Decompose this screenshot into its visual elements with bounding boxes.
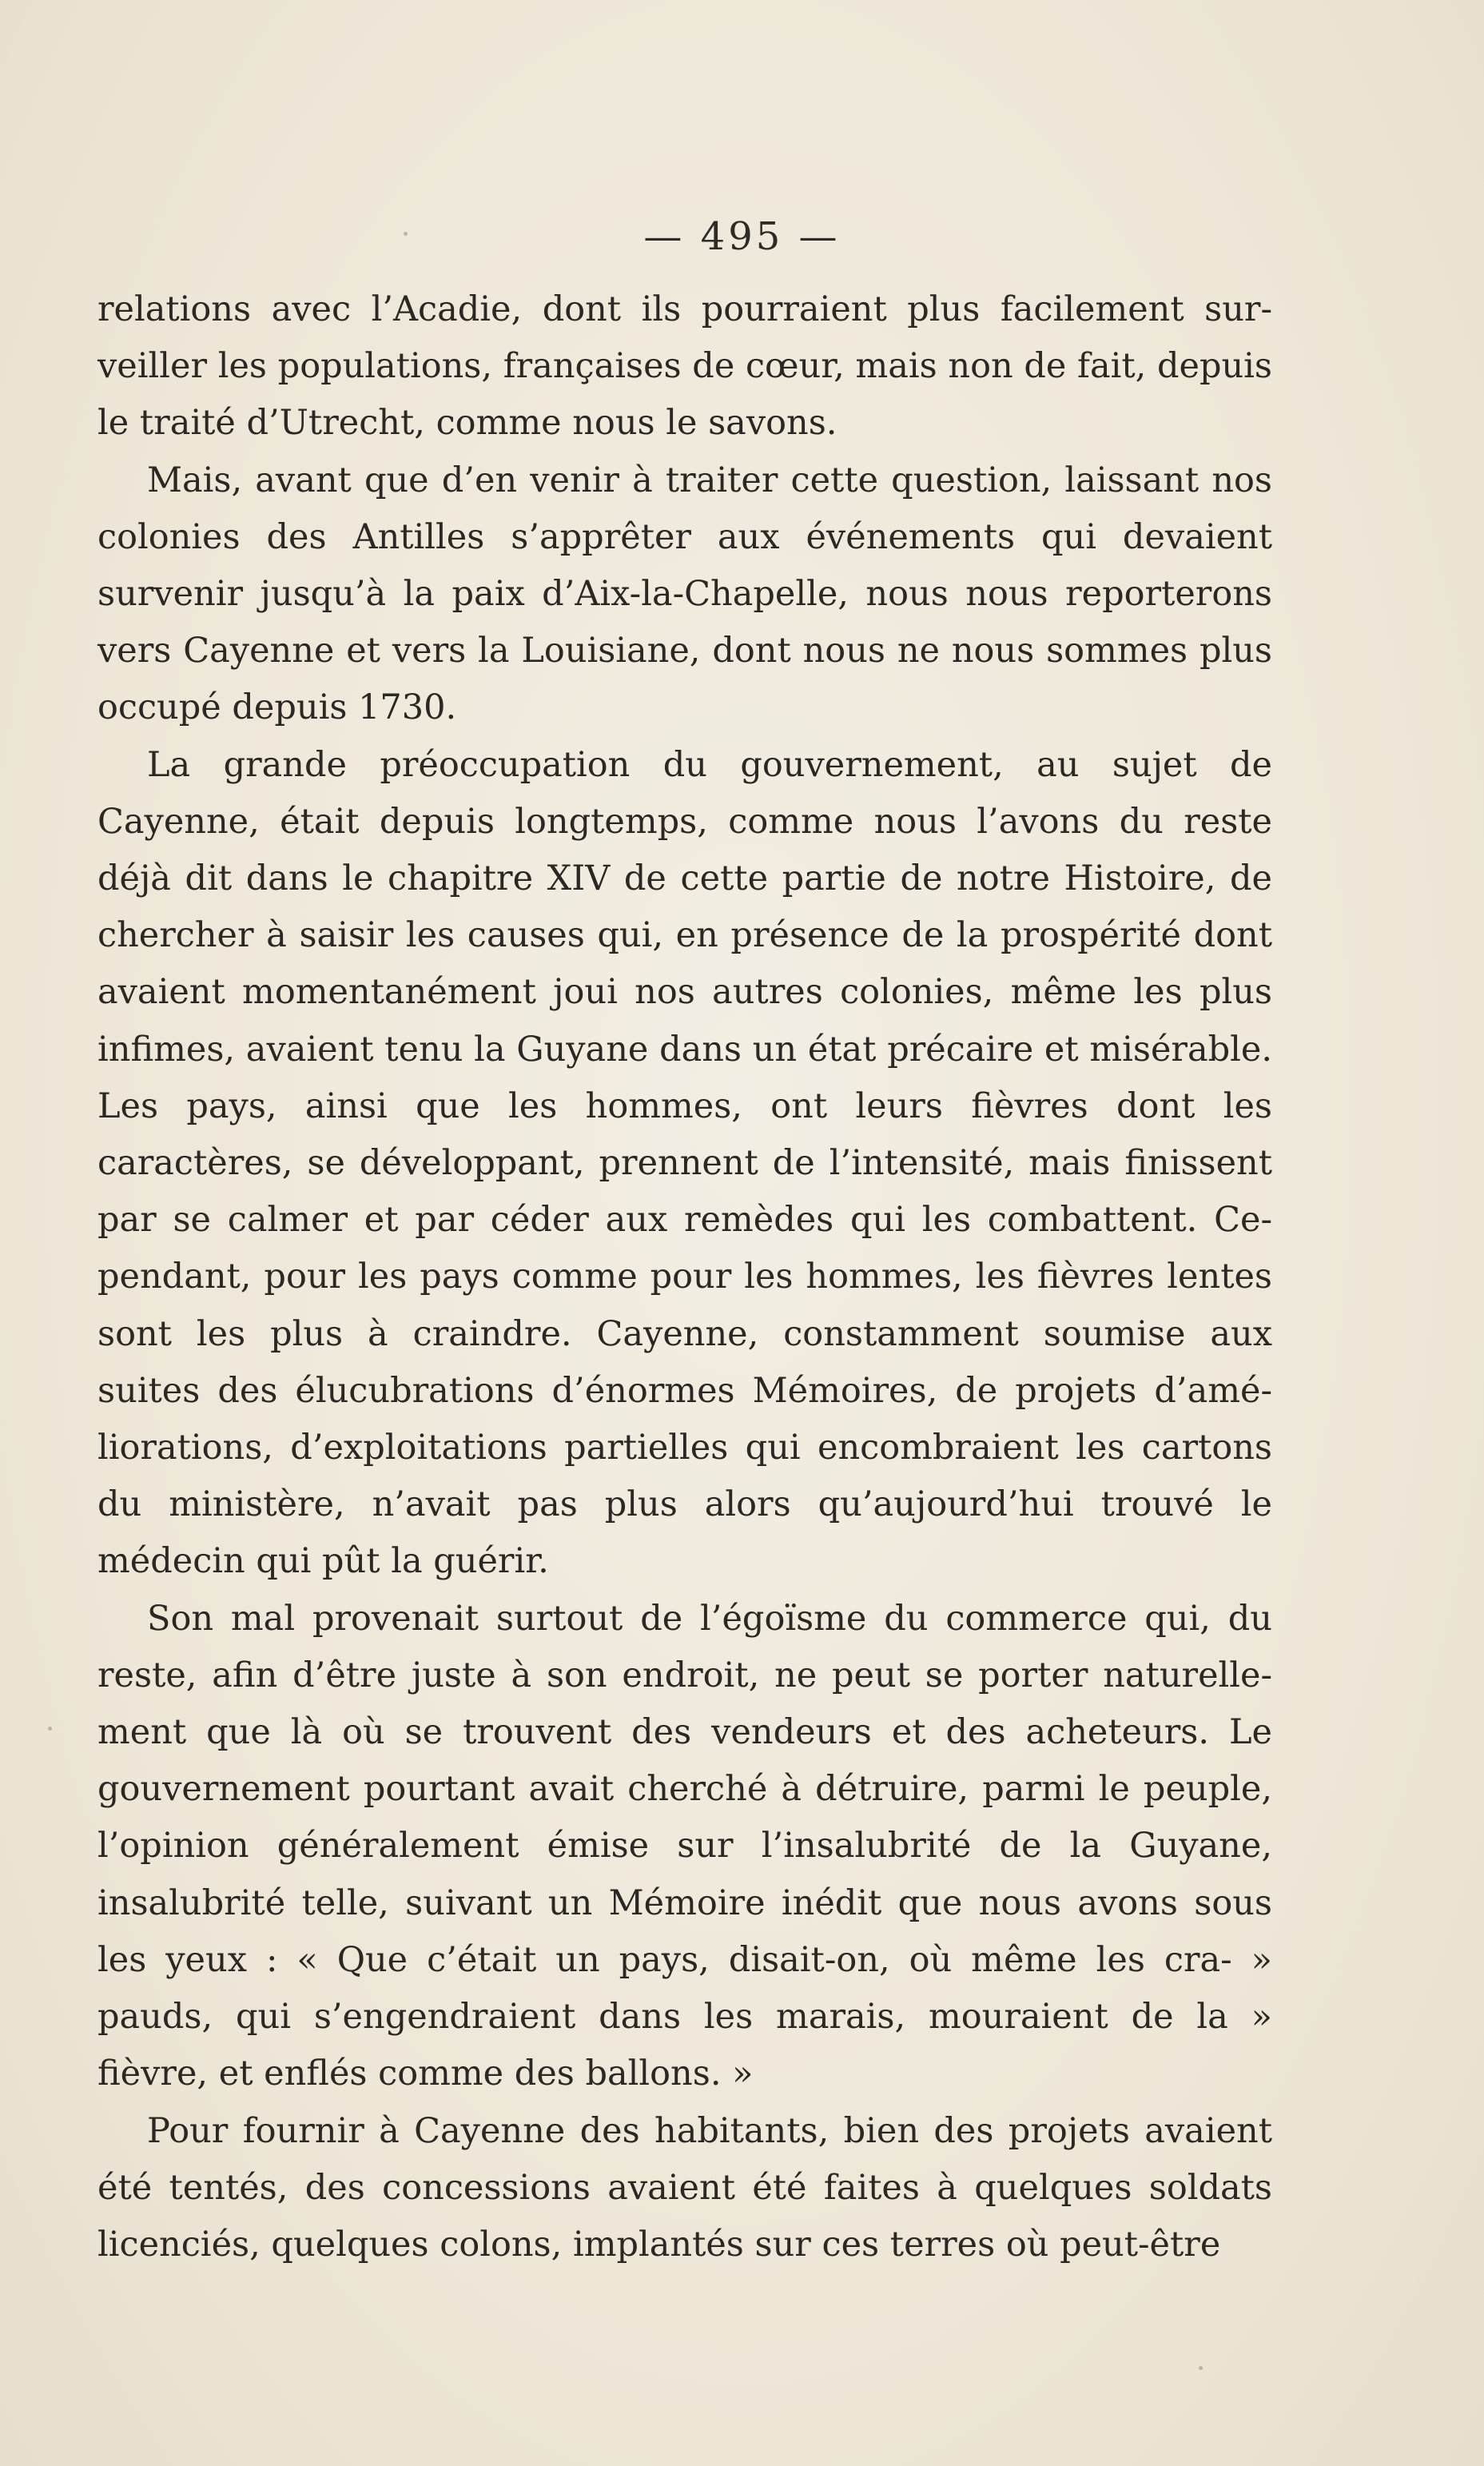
page-number: — 495 — bbox=[643, 214, 841, 259]
paper-speck bbox=[1199, 2366, 1203, 2370]
paper-speck bbox=[404, 232, 408, 236]
paper-speck bbox=[48, 1727, 52, 1731]
paragraph: relations avec l’Acadie, dont ils pourraient plus facilement surveiller les populations, françaises de cœur, mais non de fait, depuis le traité d’Utrecht, comme nous le savons. bbox=[97, 289, 1272, 444]
body-text bbox=[97, 281, 1272, 2273]
paragraph: La grande préoccupation du gouvernement, au sujet de Cayenne, était depuis longtemps, comme nous l’avons du reste déjà dit dans le chapitre XIV de cette partie de notre Histoire, de chercher à saisir les causes qui, en présence de la prospérité dont avaient momentanément joui nos autres colonies, même les plus infimes, avaient tenu la Guyane dans un état précaire et misérable. Les pays, ainsi que les hommes, ont leurs fièvres dont les caractères, se développant, prennent de l’intensité, mais finissent par se calmer et par céder aux remèdes qui les combattent. Cependant, pour les pays comme pour les hommes, les fièvres lentes sont les plus à craindre. Cayenne, constamment soumise aux suites des élucubrations d’énormes Mémoires, de projets d’améliorations, d’exploitations partielles qui encombraient les cartons du ministère, n’avait pas plus alors qu’aujourd’hui trouvé le médecin qui pût la guérir. bbox=[97, 744, 1272, 1582]
paragraph: Son mal provenait surtout de l’égoïsme du commerce qui, du reste, afin d’être juste à son endroit, ne peut se porter naturellement que là où se trouvent des vendeurs et des acheteurs. Le gouvernement pourtant avait cherché à détruire, parmi le peuple, l’opinion généralement émise sur l’insalubrité de la Guyane, insalubrité telle, suivant un Mémoire inédit que nous avons sous les yeux : « Que c’était un pays, disait-on, où même les cra- » pauds, qui s’engendraient dans les marais, mouraient de la » fièvre, et enflés comme des ballons. » bbox=[97, 1598, 1272, 2094]
paragraph: Pour fournir à Cayenne des habitants, bien des projets avaient été tentés, des concessions avaient été faites à quelques soldats licenciés, quelques colons, implantés sur ces terres où peut-être bbox=[97, 2110, 1272, 2265]
paragraph: Mais, avant que d’en venir à traiter cette question, laissant nos colonies des Antilles s’apprêter aux événements qui devaient survenir jusqu’à la paix d’Aix-la-Chapelle, nous nous reporterons vers Cayenne et vers la Louisiane, dont nous ne nous sommes plus occupé depuis 1730. bbox=[97, 460, 1272, 728]
